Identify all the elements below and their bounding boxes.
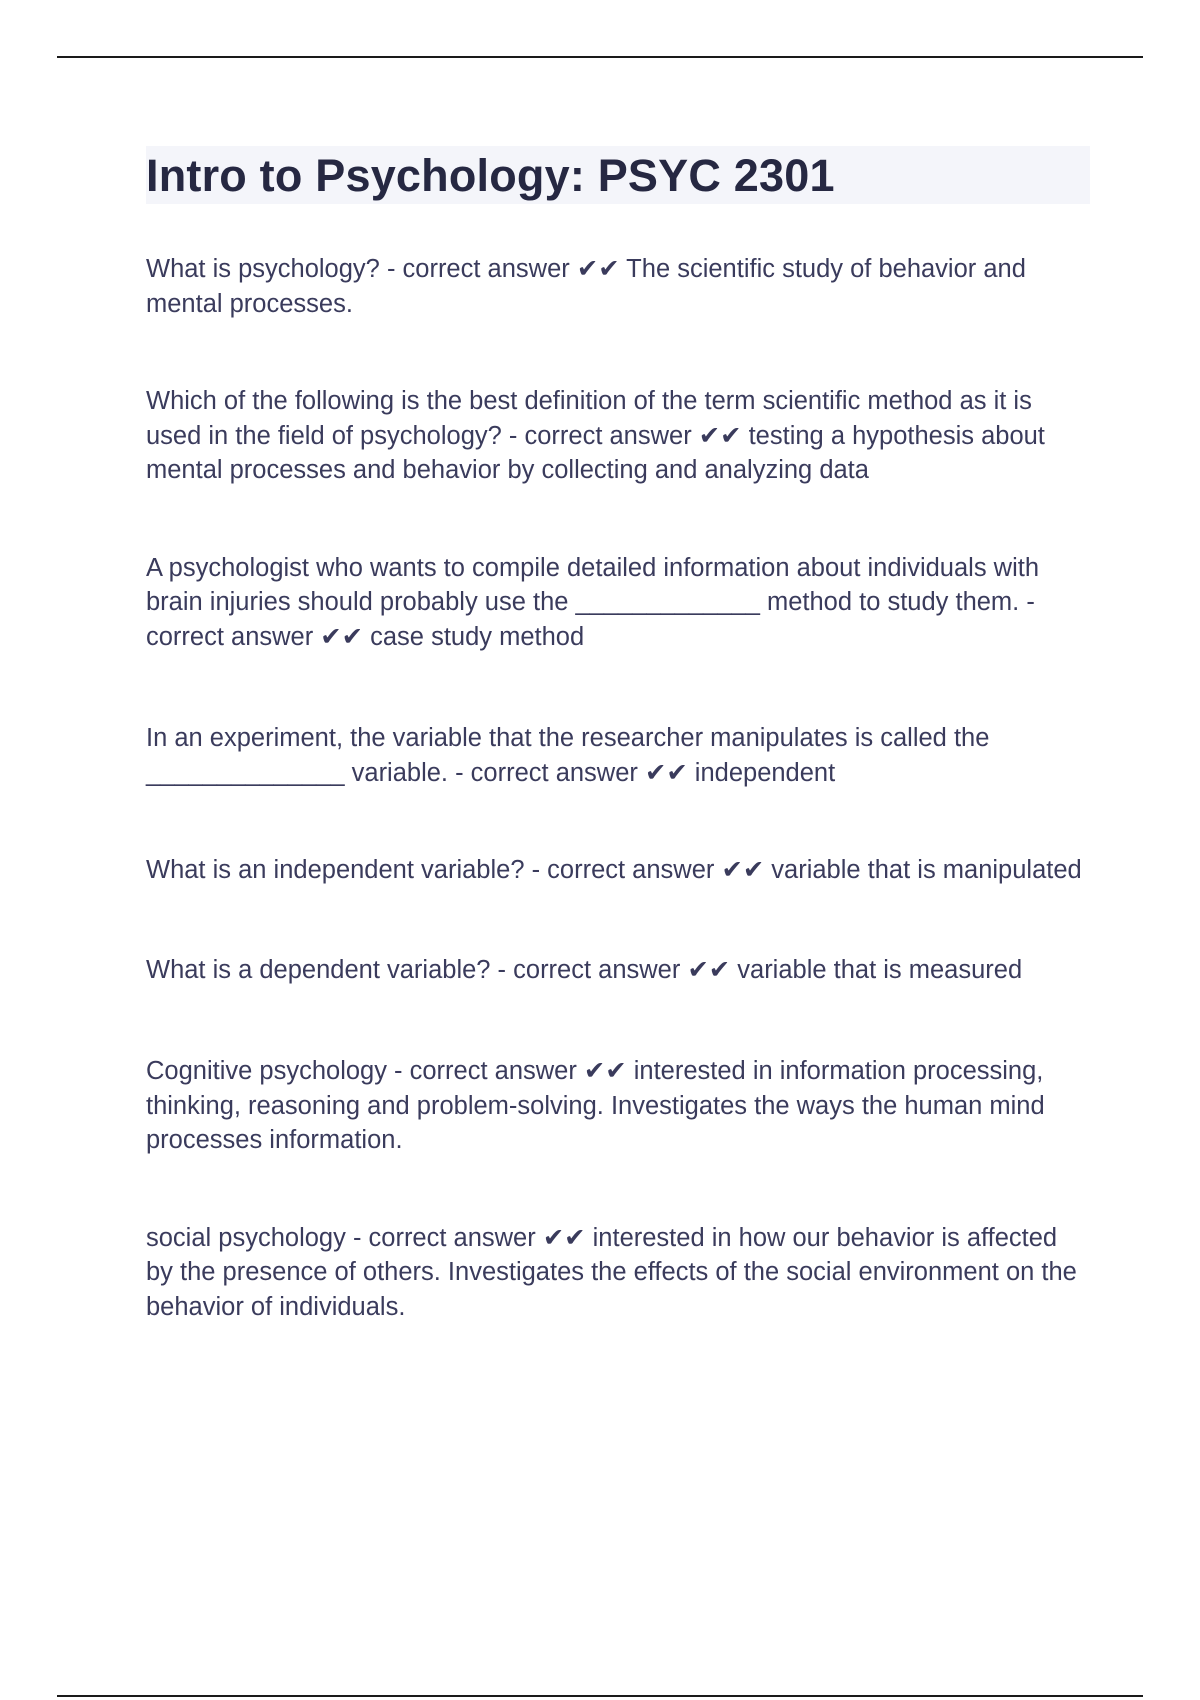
qa-item-case-study: A psychologist who wants to compile detailed information about individuals with brain injuries should probably use the _____________ method to study them. - correct answer ✔✔ case study method — [146, 553, 1039, 651]
qa-item-scientific-method: Which of the following is the best definition of the term scientific method as it is used in the field of psychology? - correct answer ✔✔ testing a hypothesis about mental processes and behavior by collecting and analyzing data — [146, 387, 1045, 484]
title-banner — [146, 146, 1090, 204]
qa-item-social-psychology: social psychology - correct answer ✔✔ interested in how our behavior is affected by the presence of others. Investigates the effects of the social environment on the behavior of individuals. — [146, 1223, 1077, 1321]
qa-item-cognitive-psychology: Cognitive psychology - correct answer ✔✔ interested in information processing, thinking, reasoning and problem-solving. Investigates the ways the human mind processes information. — [146, 1057, 1045, 1154]
qa-item-dependent-variable: What is a dependent variable? - correct answer ✔✔ variable that is measured — [146, 955, 1023, 984]
bottom-divider — [57, 1695, 1143, 1697]
qa-item-independent-variable: What is an independent variable? - correct answer ✔✔ variable that is manipulated — [146, 856, 1082, 884]
top-divider — [57, 56, 1143, 58]
page-title: Intro to Psychology: PSYC 2301 — [146, 149, 835, 201]
document-body — [146, 146, 1090, 1324]
qa-item-manipulated-variable: In an experiment, the variable that the researcher manipulates is called the ______________ variable. - correct answer ✔✔ independent — [146, 724, 990, 787]
qa-item-psychology-definition: What is psychology? - correct answer ✔✔ The scientific study of behavior and mental processes. — [146, 255, 1026, 318]
